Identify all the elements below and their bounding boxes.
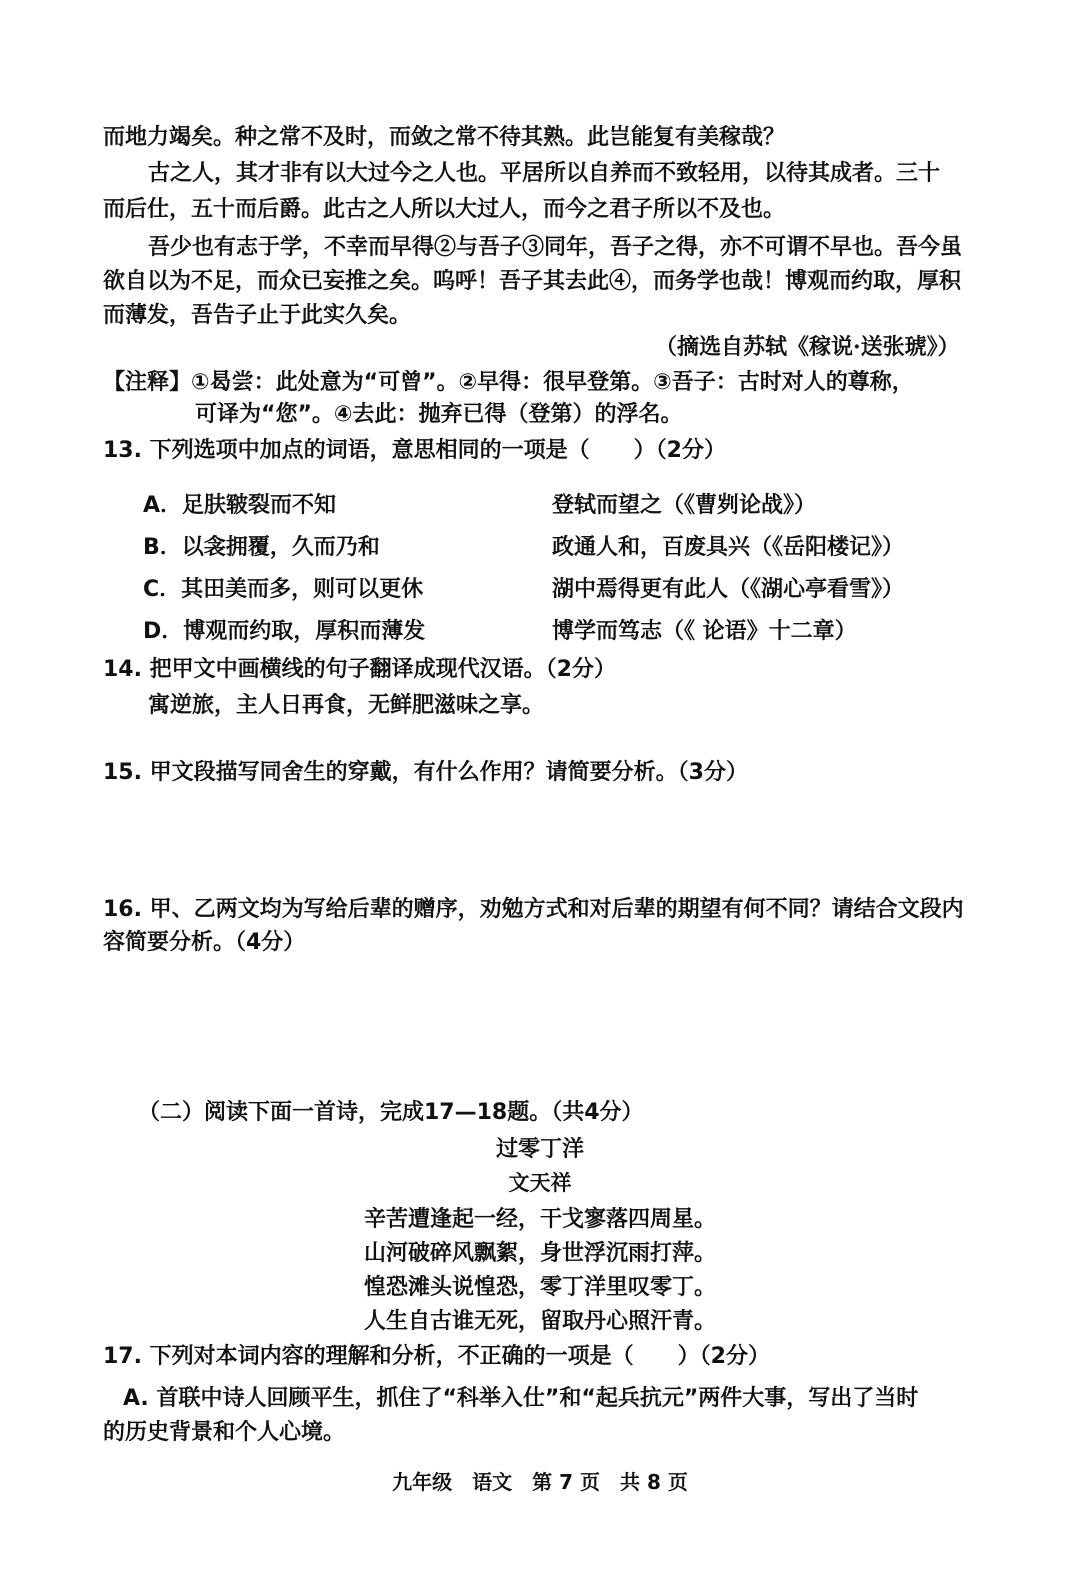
q13-option-d-left: D．博观而约取，厚积而薄发 bbox=[143, 619, 426, 644]
q13-option-c-right: 湖中焉得更有此人（《湖心亭看雪》） bbox=[552, 577, 905, 602]
passage-line: 而地力竭矣。种之常不及时，而敛之常不待其熟。此岂能复有美稼哉？ bbox=[103, 124, 786, 150]
passage-line: 欲自以为不足，而众已妄推之矣。呜呼！吾子其去此④，而务学也哉！博观而约取，厚积 bbox=[103, 268, 962, 294]
section-2-heading: （二）阅读下面一首诗，完成17—18题。（共4分） bbox=[138, 1100, 644, 1125]
poem-line: 山河破碎风飘絮，身世浮沉雨打萍。 bbox=[363, 1240, 716, 1266]
question-13-stem: 13. 下列选项中加点的词语，意思相同的一项是（ ）（2分） bbox=[103, 438, 726, 463]
passage-line: 而后仕，五十而后爵。此古之人所以大过人，而今之君子所以不及也。 bbox=[103, 196, 786, 222]
poem-line: 惶恐滩头说惶恐，零丁洋里叹零丁。 bbox=[363, 1274, 716, 1300]
question-17-option-a: A. 首联中诗人回顾平生，抓住了“科举入仕”和“起兵抗元”两件大事，写出了当时 bbox=[123, 1386, 919, 1411]
question-17-option-a-cont: 的历史背景和个人心境。 bbox=[103, 1420, 346, 1445]
poem-line: 辛苦遭逢起一经，干戈寥落四周星。 bbox=[363, 1206, 716, 1232]
question-17-stem: 17. 下列对本词内容的理解和分析，不正确的一项是（ ）（2分） bbox=[103, 1344, 770, 1369]
q13-option-b-left: B．以衾拥覆，久而乃和 bbox=[143, 535, 380, 560]
notes-line: 【注释】①曷尝：此处意为“可曾”。②早得：很早登第。③吾子：古时对人的尊称， bbox=[103, 370, 914, 395]
passage-line: 古之人，其才非有以大过今之人也。平居所以自养而不致轻用，以待其成者。三十 bbox=[148, 160, 941, 186]
q13-option-a-right: 登轼而望之（《曹刿论战》） bbox=[552, 493, 817, 518]
question-14-sentence: 寓逆旅，主人日再食，无鲜肥滋味之享。 bbox=[148, 692, 545, 718]
question-16-line: 容简要分析。（4分） bbox=[103, 930, 306, 955]
notes-line: 可译为“您”。④去此：抛弃已得（登第）的浮名。 bbox=[195, 402, 683, 427]
passage-line: 吾少也有志于学，不幸而早得②与吾子③同年，吾子之得，亦不可谓不早也。吾今虽 bbox=[148, 234, 963, 260]
q13-option-a-left: A．足肤皲裂而不知 bbox=[143, 493, 337, 518]
q13-option-d-right: 博学而笃志（《 论语》十二章） bbox=[552, 619, 857, 644]
passage-line: 而薄发，吾告子止于此实久矣。 bbox=[103, 302, 412, 328]
poem-line: 人生自古谁无死，留取丹心照汗青。 bbox=[363, 1308, 716, 1334]
question-16-line: 16. 甲、乙两文均为写给后辈的赠序，劝勉方式和对后辈的期望有何不同？请结合文段内 bbox=[103, 897, 964, 922]
q13-option-c-left: C．其田美而多，则可以更休 bbox=[143, 577, 424, 602]
poem-author: 文天祥 bbox=[508, 1170, 572, 1195]
poem-title: 过零丁洋 bbox=[495, 1136, 584, 1162]
question-14-stem: 14. 把甲文中画横线的句子翻译成现代汉语。（2分） bbox=[103, 657, 616, 682]
page-footer: 九年级 语文 第 7 页 共 8 页 bbox=[392, 1470, 688, 1494]
passage-source: （摘选自苏轼《稼说·送张琥》） bbox=[655, 334, 960, 360]
question-15-stem: 15. 甲文段描写同舍生的穿戴，有什么作用？请简要分析。（3分） bbox=[103, 760, 748, 785]
q13-option-b-right: 政通人和，百废具兴（《岳阳楼记》） bbox=[552, 535, 905, 560]
